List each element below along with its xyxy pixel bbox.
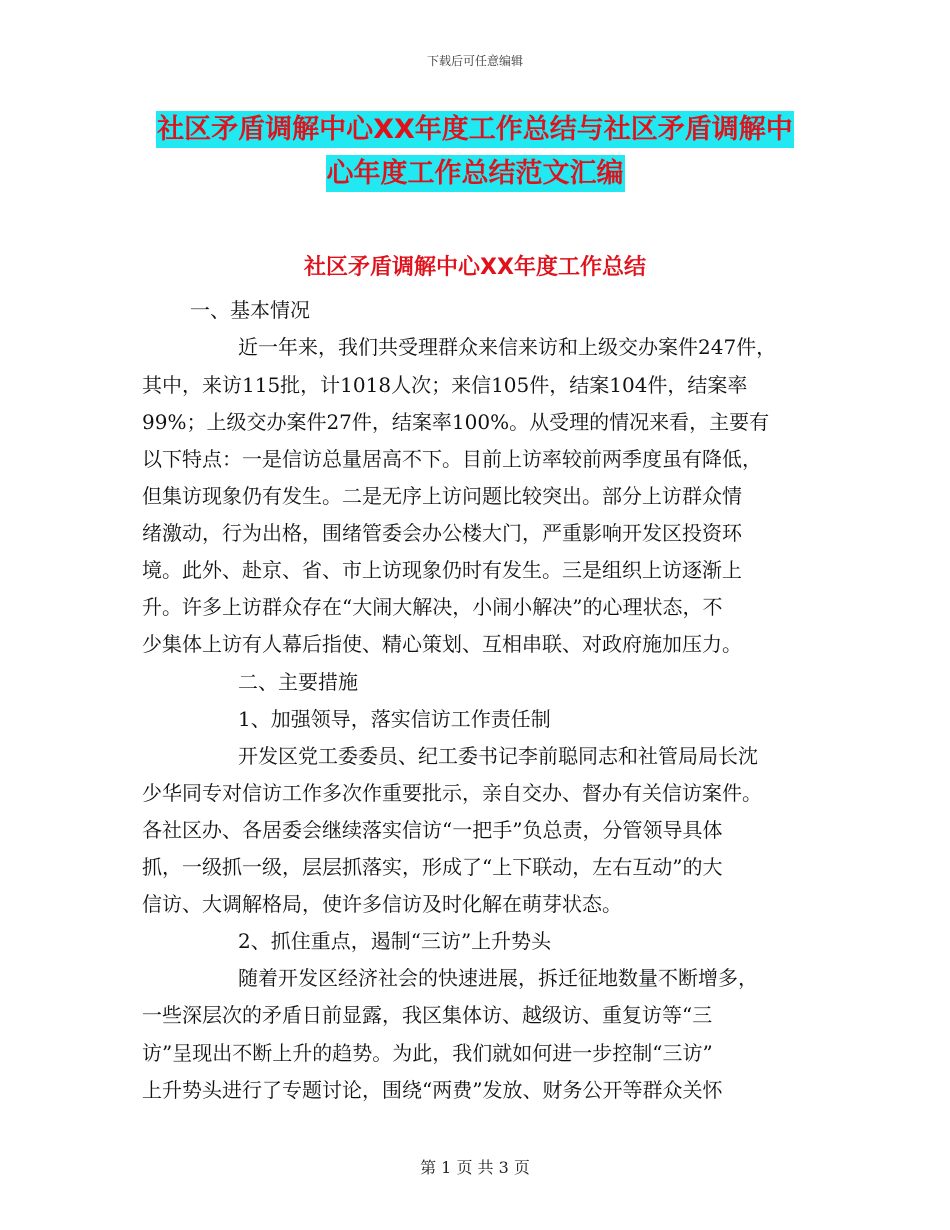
- heading-basic-situation: 一、基本情况: [190, 298, 310, 322]
- paragraph-line: 近一年来，我们共受理群众来信来访和上级交办案件247件，: [238, 335, 777, 359]
- paragraph-line: 各社区办、各居委会继续落实信访“一把手”负总责，分管领导具体: [142, 818, 723, 842]
- heading-main-measures: 二、主要措施: [238, 670, 358, 694]
- paragraph-line: 境。此外、赴京、省、市上访现象仍时有发生。三是组织上访逐渐上: [142, 558, 742, 582]
- paragraph-line: 抓，一级抓一级，层层抓落实，形成了“上下联动，左右互动”的大: [142, 855, 723, 879]
- paragraph-line: 信访、大调解格局，使许多信访及时化解在萌芽状态。: [142, 892, 622, 916]
- main-title-line-1: [100, 114, 850, 145]
- paragraph-line: 一些深层次的矛盾日前显露，我区集体访、越级访、重复访等“三: [142, 1003, 713, 1027]
- paragraph-line: 少华同专对信访工作多次作重要批示，亲自交办、督办有关信访案件。: [142, 781, 762, 805]
- paragraph-line: 以下特点：一是信访总量居高不下。目前上访率较前两季度虽有降低，: [142, 447, 762, 471]
- paragraph-line: 少集体上访有人幕后指使、精心策划、互相串联、对政府施加压力。: [142, 632, 742, 656]
- main-title-highlight-2: 心年度工作总结范文汇编: [326, 155, 625, 192]
- main-title-highlight-1: 社区矛盾调解中心XX年度工作总结与社区矛盾调解中: [156, 111, 794, 148]
- page-footer: 第 1 页 共 3 页: [420, 1158, 530, 1177]
- subheading-2: 2、抓住重点，遏制“三访”上升势头: [238, 929, 552, 953]
- paragraph-line: 随着开发区经济社会的快速进展，拆迁征地数量不断增多，: [238, 966, 758, 990]
- paragraph-line: 但集访现象仍有发生。二是无序上访问题比较突出。部分上访群众情: [142, 484, 742, 508]
- section-title: 社区矛盾调解中心XX年度工作总结: [304, 255, 646, 280]
- paragraph-line: 上升势头进行了专题讨论，围绕“两费”发放、财务公开等群众关怀: [142, 1078, 723, 1102]
- paragraph-line: 99%；上级交办案件27件，结案率100%。从受理的情况来看，主要有: [142, 410, 770, 434]
- page-header: 下载后可任意编辑: [426, 54, 523, 68]
- paragraph-line: 绪激动，行为出格，围绪管委会办公楼大门，严重影响开发区投资环: [142, 521, 742, 545]
- paragraph-line: 开发区党工委委员、纪工委书记李前聪同志和社管局局长沈: [238, 744, 758, 768]
- subheading-1: 1、加强领导，落实信访工作责任制: [238, 707, 551, 731]
- main-title-line-2: [100, 158, 850, 189]
- paragraph-line: 升。许多上访群众存在“大闹大解决，小闹小解决”的心理状态，不: [142, 595, 723, 619]
- paragraph-line: 访”呈现出不断上升的趋势。为此，我们就如何进一步控制“三访”: [142, 1041, 713, 1065]
- paragraph-line: 其中，来访115批，计1018人次；来信105件，结案104件，结案率: [142, 373, 748, 397]
